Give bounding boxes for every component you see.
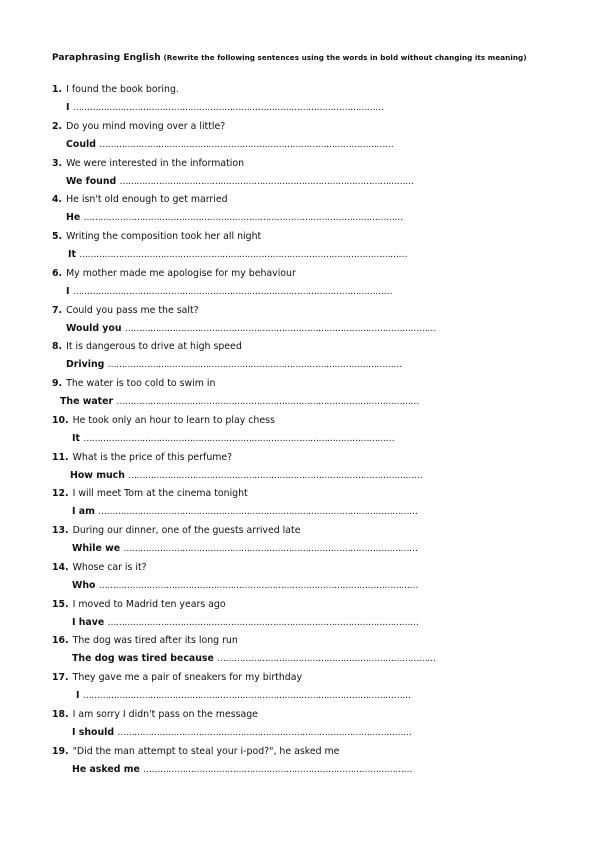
answer-line[interactable]: [72, 580, 418, 592]
item-number: 12.: [52, 488, 69, 500]
answer-blank[interactable]: ……………………………………………………………………………………………: [128, 470, 423, 481]
answer-blank[interactable]: ……………………………………………………………………………………: [143, 764, 412, 775]
answer-blank[interactable]: ……………………………………………………………………………………………: [99, 139, 394, 150]
exercise-item: [0, 415, 600, 452]
answer-blank[interactable]: ……………………………………………………………………: [217, 654, 436, 665]
exercise-question: [52, 709, 258, 721]
exercise-item: [0, 341, 600, 378]
answer-prompt: The water: [60, 396, 114, 407]
item-number: 11.: [52, 451, 69, 463]
answer-line[interactable]: [76, 690, 410, 702]
question-text: My mother made me apologise for my behaviour: [66, 267, 296, 279]
question-text: They gave me a pair of sneakers for my birthday: [72, 672, 303, 683]
answer-prompt: I: [66, 285, 70, 297]
exercise-question: [52, 341, 242, 353]
answer-prompt: I: [76, 690, 80, 701]
answer-blank[interactable]: ……………………………………………………………………………………………: [107, 360, 402, 371]
answer-prompt: It: [72, 432, 80, 444]
question-text: Could you pass me the salt?: [66, 304, 199, 316]
exercise-item: [0, 194, 600, 231]
question-text: I found the book boring.: [66, 84, 179, 95]
question-text: I moved to Madrid ten years ago: [72, 598, 226, 610]
item-number: 4.: [52, 194, 63, 206]
answer-prompt: While we: [72, 543, 121, 554]
exercise-question: [52, 268, 296, 280]
exercise-question: [52, 231, 261, 243]
exercise-question: [52, 488, 248, 500]
exercise-item: [0, 452, 600, 489]
exercise-question: [52, 452, 232, 464]
answer-prompt: It: [68, 249, 76, 260]
answer-line[interactable]: [72, 764, 412, 776]
answer-prompt: Could: [66, 138, 96, 150]
answer-blank[interactable]: …………………………………………………………………………………………………: [72, 103, 384, 113]
item-number: 3.: [52, 157, 63, 169]
answer-prompt: How much: [70, 469, 125, 481]
answer-blank[interactable]: ……………………………………………………………………………………………………: [98, 580, 418, 591]
answer-prompt: The dog was tired because: [72, 653, 214, 665]
exercise-question: [52, 599, 226, 611]
answer-prompt: Driving: [66, 359, 105, 371]
exercise-item: [0, 84, 600, 121]
exercise-list: [0, 84, 600, 782]
exercise-question: [52, 84, 179, 96]
item-number: 6.: [52, 267, 63, 279]
exercise-question: [52, 562, 147, 574]
answer-blank[interactable]: …………………………………………………………………………………………………: [107, 617, 419, 628]
exercise-item: [0, 525, 600, 562]
exercise-item: [0, 709, 600, 746]
answer-line[interactable]: [66, 359, 402, 371]
title-main: Paraphrasing English: [52, 53, 161, 63]
answer-blank[interactable]: ……………………………………………………………………………………………: [123, 544, 418, 554]
exercise-question: [52, 525, 300, 537]
answer-prompt: I have: [72, 616, 105, 628]
answer-line[interactable]: [66, 286, 392, 298]
exercise-item: [0, 635, 600, 672]
worksheet-title: [52, 52, 552, 64]
item-number: 5.: [52, 231, 63, 242]
item-number: 17.: [52, 672, 69, 683]
exercise-question: [52, 746, 339, 758]
answer-prompt: We found: [66, 175, 117, 187]
item-number: 14.: [52, 561, 69, 573]
answer-prompt: Who: [72, 579, 96, 591]
question-text: Whose car is it?: [72, 561, 147, 573]
exercise-item: [0, 488, 600, 525]
question-text: The dog was tired after its long run: [72, 635, 238, 647]
item-number: 15.: [52, 598, 69, 610]
answer-prompt: He: [66, 212, 81, 224]
exercise-item: [0, 268, 600, 305]
exercise-question: [52, 121, 225, 133]
answer-prompt: Would you: [66, 322, 122, 334]
exercise-question: [52, 158, 244, 170]
exercise-question: [52, 378, 215, 390]
answer-line[interactable]: [66, 323, 436, 335]
item-number: 18.: [52, 708, 69, 720]
answer-blank[interactable]: ……………………………………………………………………………………………: [119, 176, 414, 187]
exercise-item: [0, 158, 600, 195]
item-number: 1.: [52, 84, 63, 95]
answer-blank[interactable]: ……………………………………………………………………………………………………: [98, 507, 418, 518]
answer-blank[interactable]: ……………………………………………………………………………………………………: [83, 213, 403, 224]
answer-prompt: I should: [72, 726, 115, 738]
question-text: I will meet Tom at the cinema tonight: [72, 488, 248, 500]
question-text: We were interested in the information: [66, 157, 245, 169]
answer-blank[interactable]: …………………………………………………………………………………………………: [124, 323, 436, 334]
answer-blank[interactable]: ………………………………………………………………………………………………: [116, 397, 419, 407]
answer-line[interactable]: [66, 212, 403, 224]
answer-line[interactable]: [66, 176, 414, 188]
answer-prompt: I: [66, 102, 70, 113]
item-number: 13.: [52, 525, 69, 536]
exercise-question: [52, 672, 302, 684]
question-text: Do you mind moving over a little?: [66, 120, 226, 132]
item-number: 7.: [52, 304, 63, 316]
exercise-question: [52, 635, 238, 647]
question-text: What is the price of this perfume?: [72, 451, 233, 463]
item-number: 2.: [52, 120, 63, 132]
answer-line[interactable]: [72, 433, 394, 445]
answer-line[interactable]: [68, 249, 407, 261]
exercise-item: [0, 121, 600, 158]
question-text: He took only an hour to learn to play chess: [72, 414, 275, 426]
exercise-question: [52, 194, 228, 206]
exercise-item: [0, 378, 600, 415]
item-number: 19.: [52, 745, 69, 757]
exercise-item: [0, 562, 600, 599]
answer-blank[interactable]: ……………………………………………………………………………………………………: [72, 286, 392, 297]
question-text: "Did the man attempt to steal your i-pod?", he asked me: [72, 745, 340, 757]
answer-line[interactable]: [72, 727, 411, 739]
answer-blank[interactable]: ……………………………………………………………………………………………: [117, 727, 412, 738]
answer-blank[interactable]: ………………………………………………………………………………………………………: [79, 250, 407, 260]
item-number: 8.: [52, 341, 63, 353]
item-number: 16.: [52, 635, 69, 647]
exercise-item: [0, 231, 600, 268]
exercise-item: [0, 746, 600, 783]
question-text: During our dinner, one of the guests arrived late: [72, 525, 301, 536]
answer-line[interactable]: [66, 102, 384, 114]
question-text: The water is too cold to swim in: [66, 378, 216, 389]
question-text: I am sorry I didn't pass on the message: [72, 708, 258, 720]
answer-line[interactable]: [72, 617, 418, 629]
answer-line[interactable]: [60, 396, 419, 408]
answer-line[interactable]: [72, 653, 436, 665]
answer-line[interactable]: [72, 506, 417, 518]
answer-prompt: I am: [72, 506, 95, 518]
answer-line[interactable]: [72, 543, 417, 555]
item-number: 9.: [52, 378, 63, 389]
question-text: It is dangerous to drive at high speed: [66, 341, 242, 353]
answer-prompt: He asked me: [72, 763, 140, 775]
exercise-item: [0, 672, 600, 709]
question-text: He isn't old enough to get married: [66, 194, 228, 206]
exercise-question: [52, 305, 199, 317]
answer-line[interactable]: [66, 139, 393, 151]
exercise-item: [0, 599, 600, 636]
title-instruction: (Rewrite the following sentences using the words in bold without changing its meaning): [163, 53, 527, 62]
answer-blank[interactable]: ………………………………………………………………………………………………………: [82, 691, 411, 701]
exercise-item: [0, 305, 600, 342]
question-text: Writing the composition took her all night: [66, 231, 262, 242]
answer-blank[interactable]: …………………………………………………………………………………………………: [83, 433, 395, 444]
answer-line[interactable]: [70, 470, 422, 482]
item-number: 10.: [52, 414, 69, 426]
exercise-question: [52, 415, 275, 427]
